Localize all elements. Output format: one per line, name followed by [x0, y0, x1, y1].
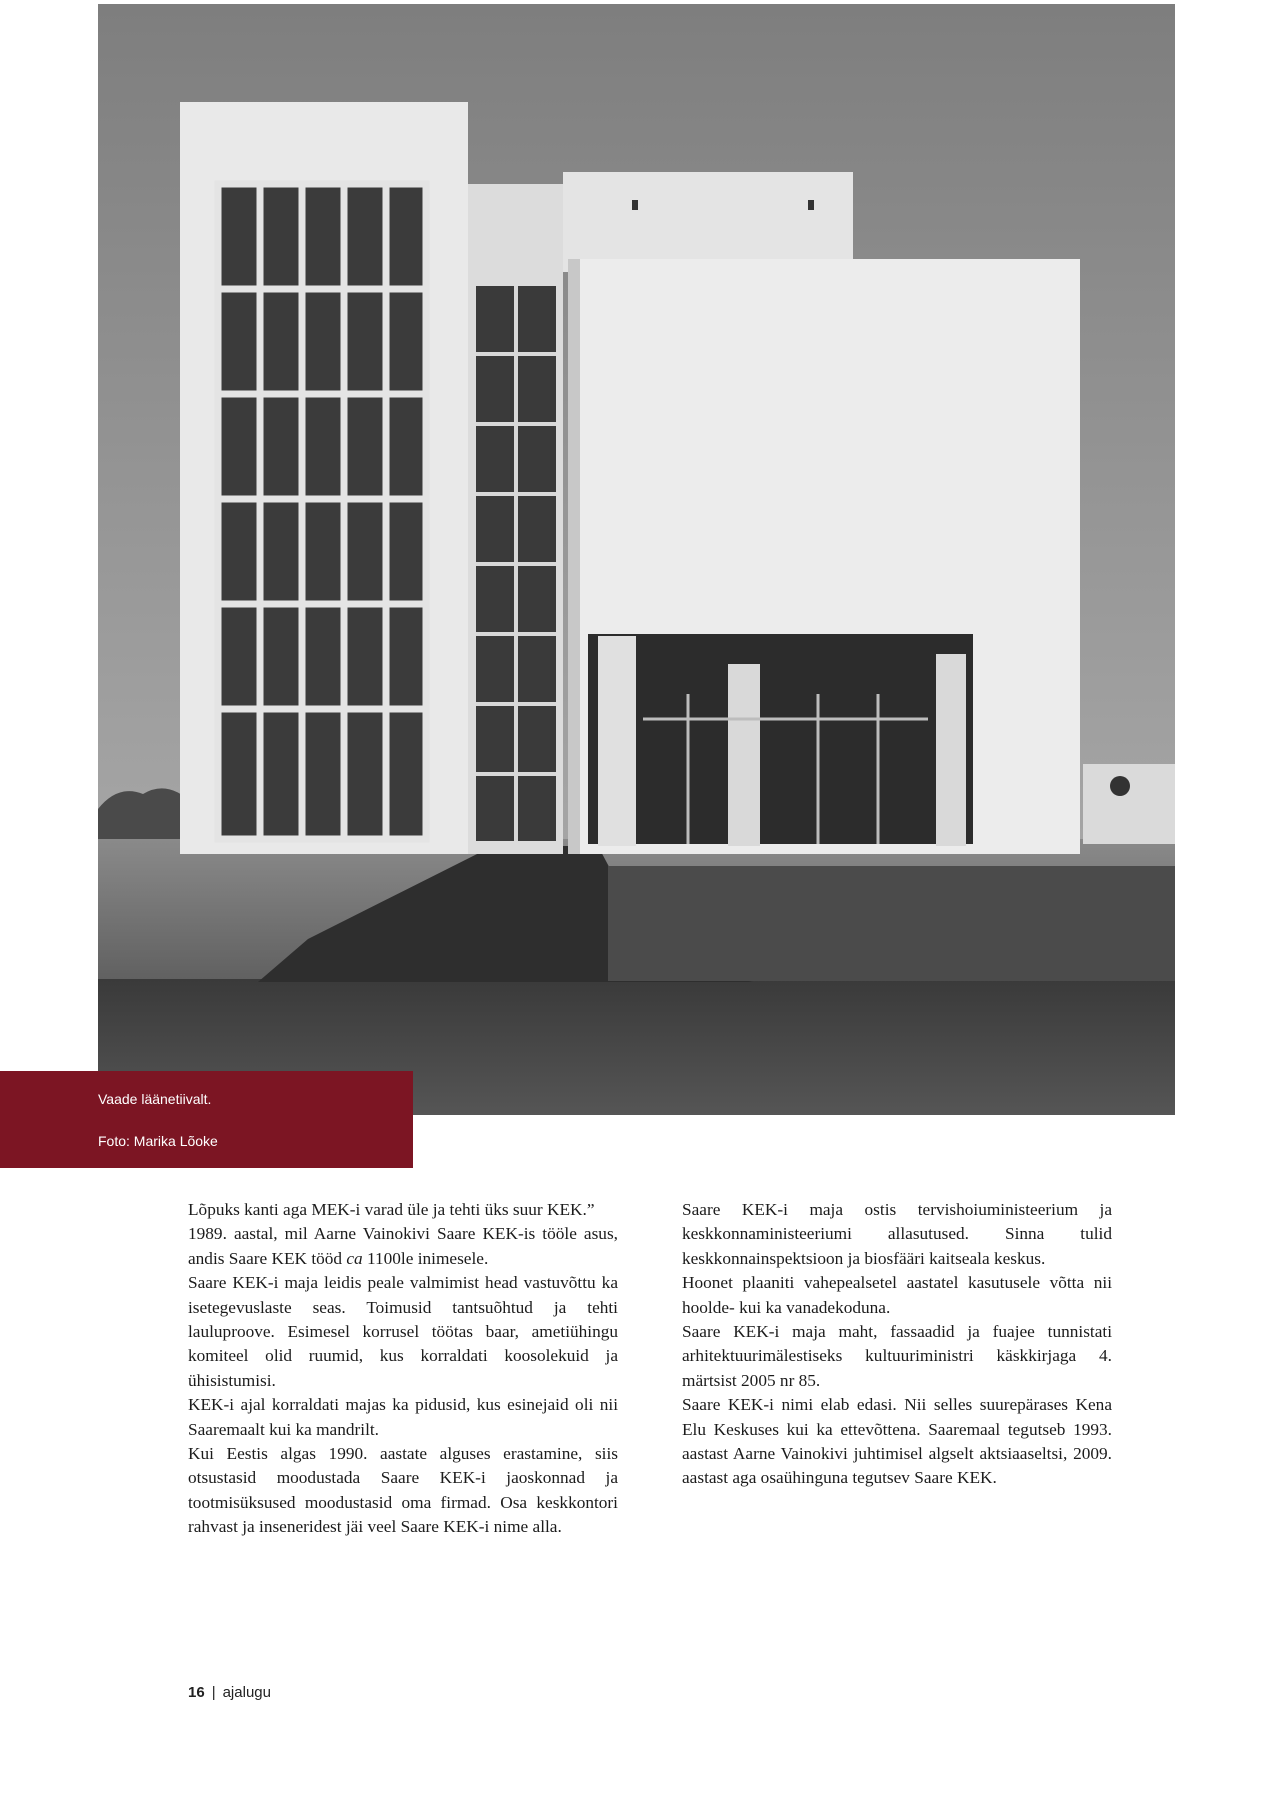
text-column-right	[682, 1198, 1112, 1491]
page-footer	[188, 1684, 271, 1701]
photo-caption	[0, 1071, 413, 1168]
paragraph: 1989. aastal, mil Aarne Vainokivi Saare KEK-is tööle asus, andis Saare KEK tööd ca 1100le inimesele.	[188, 1224, 618, 1268]
caption-title: Vaade läänetiivalt.	[98, 1091, 212, 1107]
paragraph: Saare KEK-i nimi elab edasi. Nii selles suurepärases Kena Elu Keskuses kui ka ettevõttena. Saaremaal tegutseb 1993. aastast Aarne Vainokivi juhtimisel algselt aktsiaaseltsi, 2009. aastast aga osaühinguna tegutsev Saare KEK.	[682, 1395, 1112, 1488]
building-photo	[98, 4, 1175, 1115]
paragraph: Saare KEK-i maja ostis tervishoiuministeerium ja keskkonnaministeeriumi allasutused. Sinna tulid keskkonnainspektsioon ja biosfääri kaitseala keskus.	[682, 1200, 1112, 1268]
paragraph: Hoonet plaaniti vahepealsetel aastatel kasutusele võtta nii hoolde- kui ka vanadekoduna.	[682, 1273, 1112, 1317]
building-photo-icon	[98, 4, 1175, 1115]
paragraph: Kui Eestis algas 1990. aastate alguses erastamine, siis otsustasid moodustada Saare KEK-i jaoskonnad ja tootmisüksused moodustasid oma firmad. Osa keskkontori rahvast ja inseneridest jäi veel Saare KEK-i nime alla.	[188, 1444, 618, 1537]
text-column-left	[188, 1198, 618, 1540]
page-number: 16	[188, 1684, 205, 1701]
paragraph: Saare KEK-i maja maht, fassaadid ja fuajee tunnistati arhitektuurimälestiseks kultuuriministri käskkirjaga 4. märtsist 2005 nr 85.	[682, 1322, 1112, 1390]
footer-separator: |	[211, 1684, 216, 1701]
paragraph: Lõpuks kanti aga MEK-i varad üle ja tehti üks suur KEK.”	[188, 1200, 595, 1219]
section-name: ajalugu	[222, 1684, 271, 1701]
caption-credit: Foto: Marika Lõoke	[98, 1133, 218, 1149]
paragraph: Saare KEK-i maja leidis peale valmimist head vastuvõttu ka isetegevuslaste seas. Toimusid tantsuõhtud ja tehti lauluproove. Esimesel korrusel töötas baar, ametiühingu komiteel olid ruumid, kus korraldati koosolekuid ja ühisistumisi.	[188, 1273, 618, 1390]
paragraph: KEK-i ajal korraldati majas ka pidusid, kus esinejaid oli nii Saaremaalt kui ka mandrilt.	[188, 1395, 618, 1439]
